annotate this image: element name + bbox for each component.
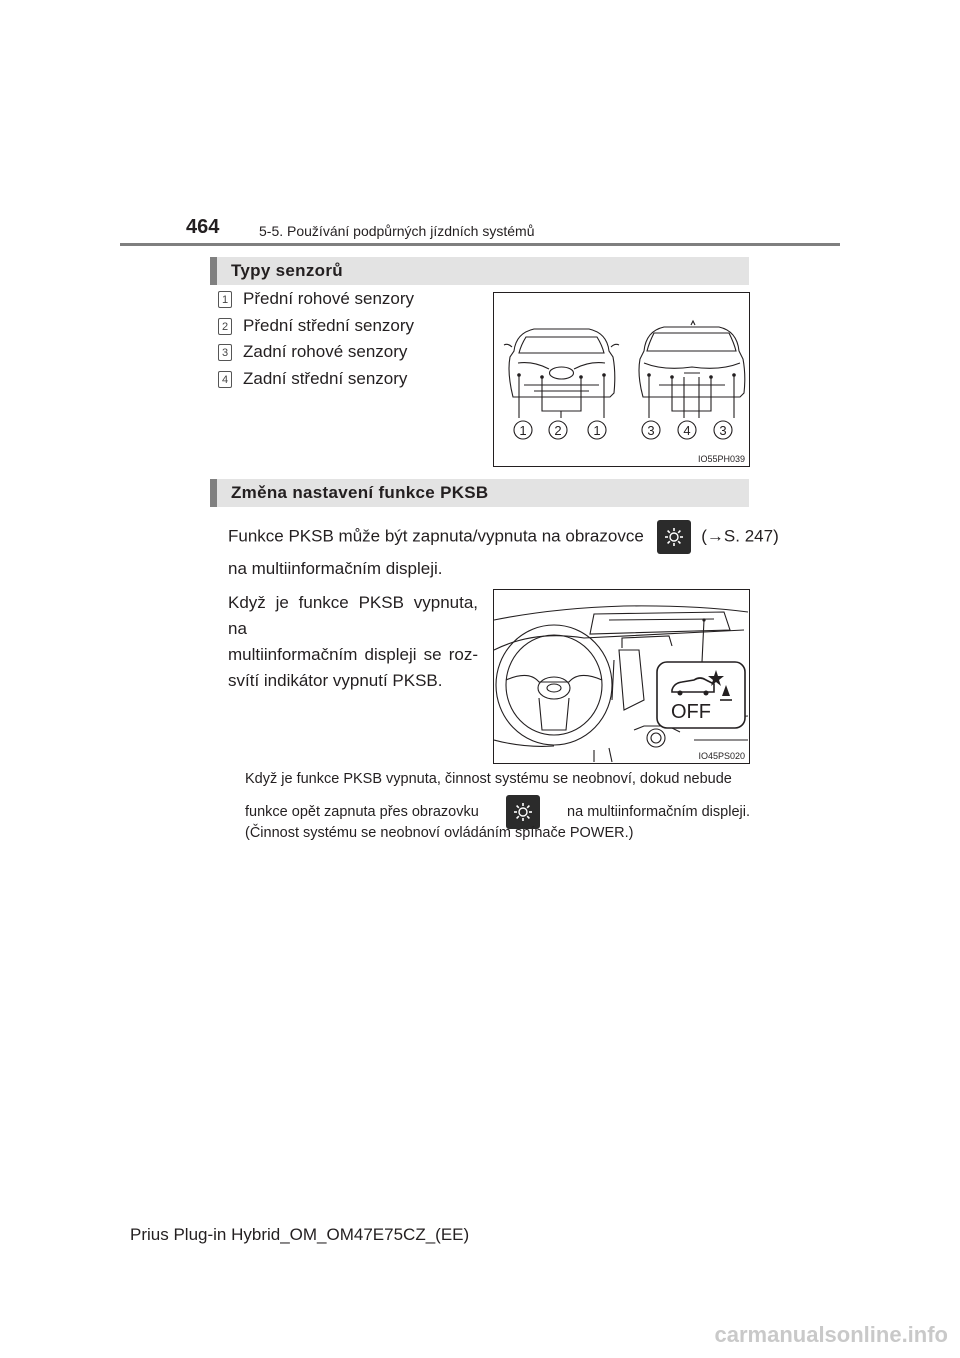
pksb-paragraph-2 [228, 590, 478, 694]
paragraph-line: multiinformačním displeji se roz- [228, 645, 478, 664]
note-text: na multiinformačním displeji. [567, 803, 750, 820]
callout-label: 1 [593, 423, 601, 438]
item-number-badge: 2 [218, 318, 232, 335]
figure-code: IO45PS020 [698, 751, 745, 761]
paragraph-text: na multiinformačním displeji. [228, 559, 443, 578]
callout-label: 3 [647, 423, 655, 438]
note-line-3: (Činnost systému se neobnoví ovládáním spínače POWER.) [245, 825, 634, 841]
paragraph-line: svítí indikátor vypnutí PKSB. [228, 671, 443, 690]
list-item-label: Přední střední senzory [243, 316, 415, 335]
item-number-badge: 3 [218, 344, 232, 361]
footer-document-id: Prius Plug-in Hybrid_OM_OM47E75CZ_(EE) [130, 1225, 470, 1244]
item-number-badge: 4 [218, 371, 232, 388]
page-reference: (→S. 247) [701, 526, 779, 546]
section-title: 5-5. Používání podpůrných jízdních systémů [259, 223, 535, 239]
note-line-1: Když je funkce PKSB vypnuta, činnost systému se neobnoví, dokud nebude [245, 771, 732, 787]
watermark-text: carmanualsonline.info [714, 1322, 948, 1347]
callout-label: 2 [554, 423, 562, 438]
list-item-label: Zadní rohové senzory [243, 342, 408, 361]
paragraph-line: Když je funkce PKSB vypnuta, na [228, 593, 478, 638]
dashboard-figure [493, 589, 750, 764]
sensor-types-heading-text: Typy senzorů [231, 261, 343, 280]
header-divider [120, 243, 840, 246]
pksb-off-indicator-icon [657, 662, 745, 728]
list-item-label: Zadní střední senzory [243, 369, 408, 388]
list-item-label: Přední rohové senzory [243, 289, 415, 308]
callout-label: 1 [519, 423, 527, 438]
callout-label: 4 [683, 423, 691, 438]
pksb-settings-heading-text: Změna nastavení funkce PKSB [231, 483, 489, 502]
pksb-settings-heading [210, 479, 749, 507]
sensor-types-heading [210, 257, 749, 285]
paragraph-text: Funkce PKSB může být zapnuta/vypnuta na obrazovce [228, 526, 644, 546]
page-number: 464 [186, 216, 220, 238]
item-number-badge: 1 [218, 291, 232, 308]
dashboard-illustration [494, 590, 749, 763]
note-text: funkce opět zapnuta přes obrazovku [245, 803, 479, 820]
callout-label: 3 [719, 423, 727, 438]
settings-gear-icon [657, 520, 691, 554]
car-front-rear-illustration [494, 293, 749, 466]
figure-code: IO55PH039 [697, 454, 745, 464]
pksb-paragraph-1 [228, 520, 779, 554]
indicator-off-label: OFF [671, 701, 711, 723]
sensor-location-figure [493, 292, 750, 467]
